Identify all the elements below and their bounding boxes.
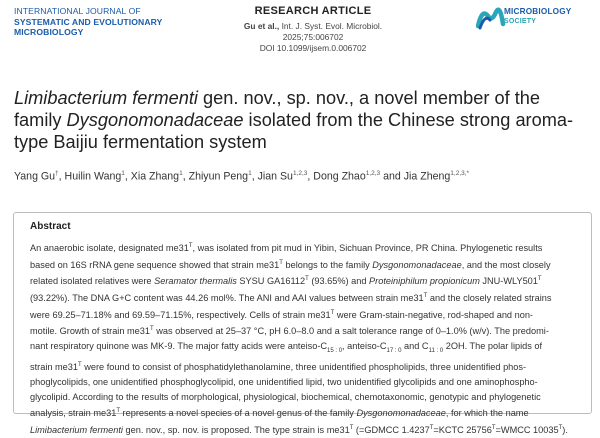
author-name[interactable]: Yang Gu <box>14 170 56 183</box>
abstract-heading: Abstract <box>30 221 71 232</box>
author-name[interactable]: Huilin Wang <box>64 170 122 183</box>
author-name[interactable]: Jia Zheng <box>403 170 451 183</box>
abstract-line: analysis, strain $me31^T$ represents a novel species of a novel genus of the family Dysgonomonadaceae, for which the name <box>30 408 529 419</box>
journal-line-3: MICROBIOLOGY <box>14 27 84 37</box>
society-name-line-1: MICROBIOLOGY <box>504 7 572 16</box>
abstract-box <box>13 212 592 435</box>
society-name <box>504 7 571 26</box>
abstract-line: based on 16S rRNA gene sequence showed that strain $me31^T$ belongs to the family Dysgonomonadaceae, and the most closely <box>30 259 551 270</box>
author-affiliation: † <box>55 170 59 177</box>
journal-line-2: SYSTEMATIC AND EVOLUTIONARY <box>14 16 163 27</box>
abstract-line: motile. Growth of strain $me31^T$ was observed at 25–37 °C, pH 6.0–8.0 and a salt tolerance range of 0–1.0% (w/v). The predomi- <box>30 326 549 337</box>
article-header <box>233 5 393 54</box>
abstract-line: strain $me31^T$ were found to consist of phosphatidylethanolamine, three unidentified phospholipids, three unidentified phos- <box>30 362 527 373</box>
abstract-line: An anaerobic isolate, designated $me31^T$, was isolated from pit mud in Yibin, Sichuan Province, PR China. Phylogenetic results <box>30 243 543 254</box>
author-name[interactable]: Xia Zhang <box>130 170 180 183</box>
author-affiliation: 1 <box>179 170 183 177</box>
title-genus: Limibacterium fermenti <box>14 88 198 108</box>
citation-journal: Int. J. Syst. Evol. Microbiol. 2025;75:006702 <box>279 21 383 42</box>
title-part-2: isolated from the Chinese strong aroma-type Baijiu fermentation system <box>14 110 574 152</box>
article-title <box>14 87 589 153</box>
society-name-line-2: SOCIETY <box>504 17 537 25</box>
abstract-line: glycolipid. According to the results of morphological, physiological, biochemical, chemotaxonomic, genotypic and phylogenetic <box>30 391 541 402</box>
author-affiliation: 1,2,3 <box>365 170 381 177</box>
abstract-line: (93.22%). The DNA G+C content was 44.26 mol%. The ANI and AAI values between strain $me31^T$ and the closely related strains <box>30 292 552 304</box>
author-affiliation: 1,2,3 <box>292 170 308 177</box>
journal-name <box>14 6 224 38</box>
abstract-line: were 69.25–71.18% and 69.59–71.15%, respectively. Cells of strain $me31^T$ were Gram-stain-negative, rod-shaped and non- <box>30 309 533 320</box>
abstract-line: Limibacterium fermenti gen. nov., sp. nov. is proposed. The type strain is $me31^T$ (=GDMCC $1.4237^T=KCTC$ $25756^T=WMCC$ $10035^T$). <box>30 424 568 435</box>
citation <box>233 21 393 54</box>
author-list: Yang Gu†, Huilin Wang$^1$, Xia Zhang$^1$, Zhiyun Peng$^1$, Jian Su$^{1,2,3}$, Dong Zhao$^{1,2,3}$ and Jia Zheng$^{1,2,3,*}$ <box>14 170 470 183</box>
author-affiliation: 1 <box>121 170 125 177</box>
author-affiliation: 1,2,3,* <box>450 170 470 177</box>
doi-link[interactable]: DOI 10.1099/ijsem.0.006702 <box>259 43 367 53</box>
abstract-line: related isolated relatives were Seramator thermalis SYSU $GA16112^T$ (93.65%) and Proteiniphilum propionicum JNU-$WLY501^T$ <box>30 276 542 287</box>
article-type: RESEARCH ARTICLE <box>254 5 372 17</box>
citation-authors: Gu et al., <box>243 21 280 31</box>
journal-line-1: INTERNATIONAL JOURNAL OF <box>14 6 141 16</box>
author-name[interactable]: Dong Zhao <box>313 170 366 183</box>
author-name[interactable]: Jian Su <box>257 170 293 183</box>
author-affiliation: 1 <box>248 170 252 177</box>
abstract-line: phoglycolipids, one unidentified phosphoglycolipid, one unidentified lipid, two unidentified glycolipids and one aminophospho- <box>30 377 538 388</box>
abstract-line: nant respiratory quinone was MK-9. The major fatty acids were anteiso-$C_{15 : 0}$, anteiso-$C_{17 : 0}$ and $C_{11 : 0}$ 2OH. The polar lipids of <box>30 340 543 354</box>
title-part-1: gen. nov., sp. nov., a novel member of the family <box>14 88 540 130</box>
author-name[interactable]: Zhiyun Peng <box>188 170 249 183</box>
title-family: Dysgonomonadaceae <box>66 110 244 130</box>
abstract-text <box>30 239 575 438</box>
